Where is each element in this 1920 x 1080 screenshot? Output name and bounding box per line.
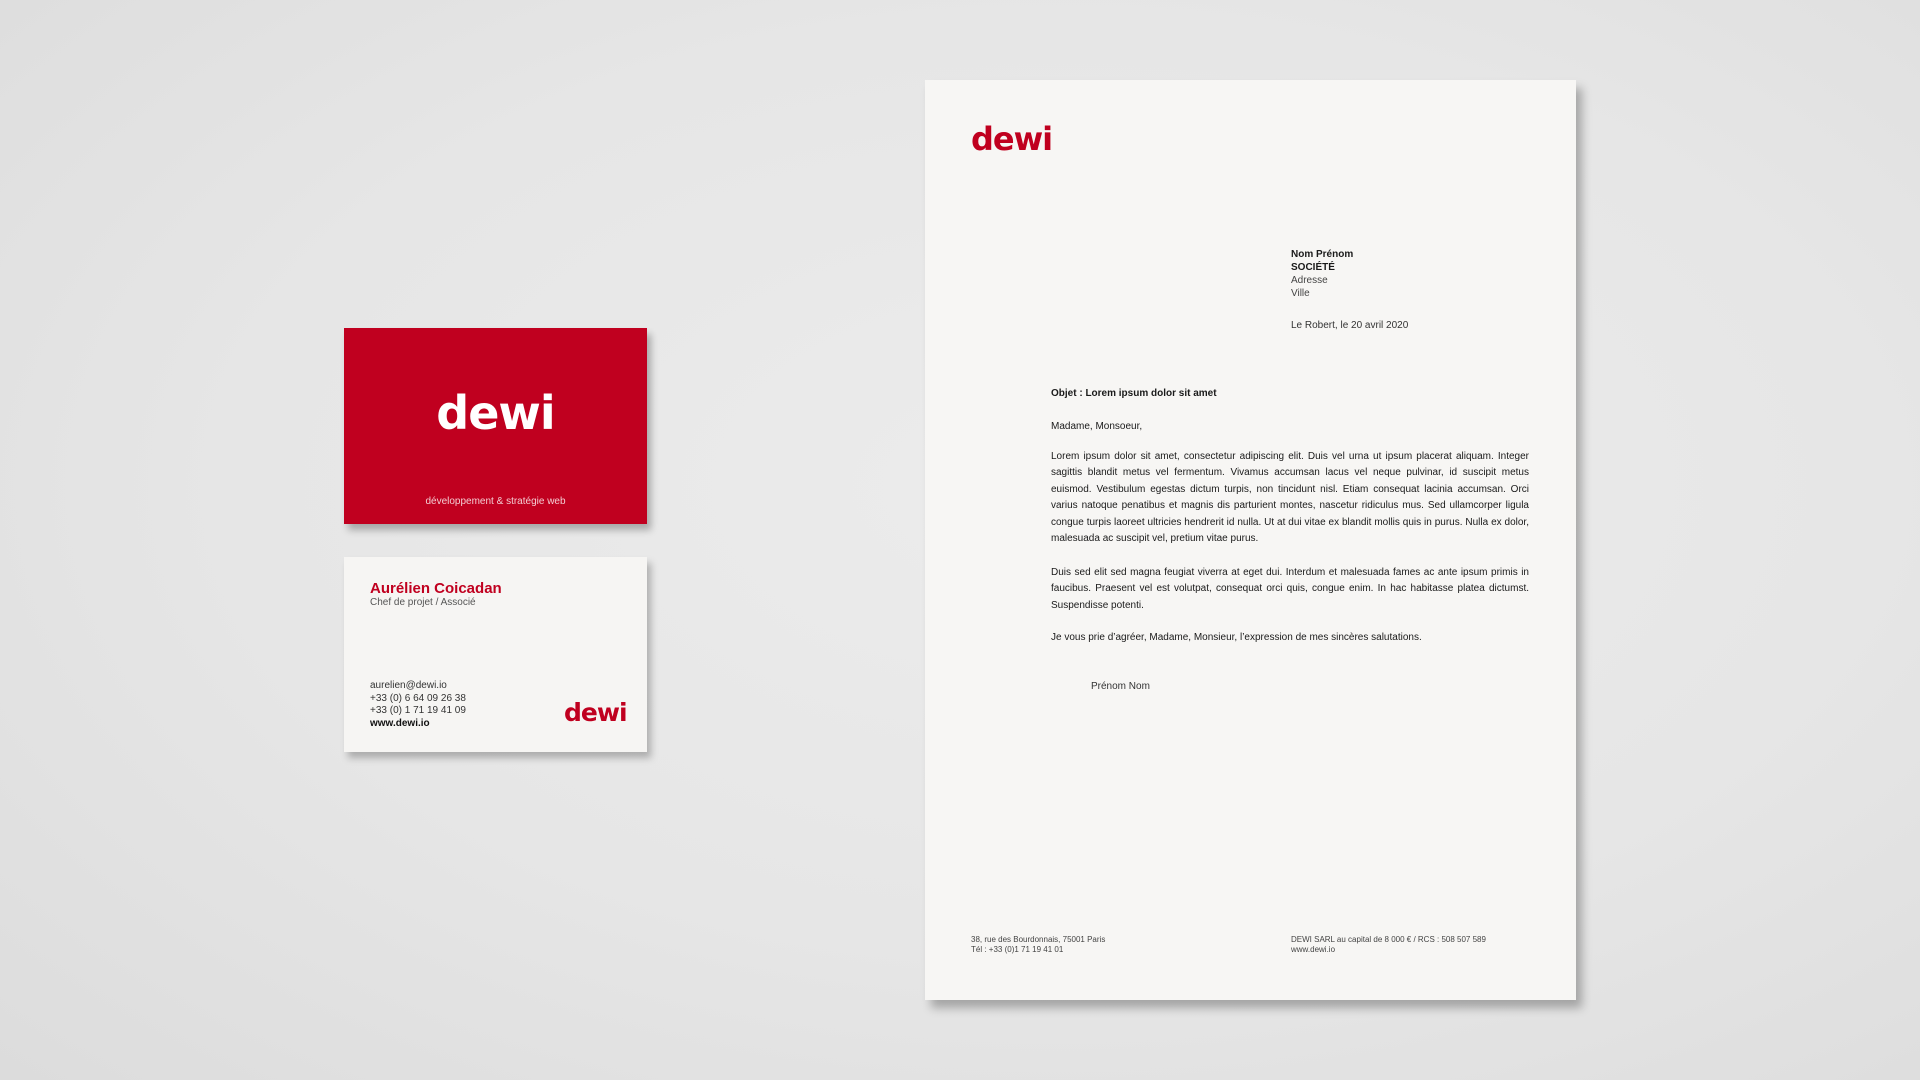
recipient-block	[1291, 248, 1353, 300]
recipient-address: Adresse	[1291, 275, 1328, 286]
recipient-name: Nom Prénom	[1291, 249, 1354, 260]
card-holder-role: Chef de projet / Associé	[370, 597, 476, 608]
footer-address-block	[971, 935, 1105, 955]
letter-paragraph-1: Lorem ipsum dolor sit amet, consectetur adipiscing elit. Duis vel urna ut ipsum placerat aliquam. Integer sagittis blandit metus vel fermentum. Vivamus accumsan lacus vel neque pulvinar, id suscipit metus euismod. Vestibulum egestas dictum turpis, non tincidunt nisl. Etiam consequat lacinia accumsan. Orci varius natoque penatibus et magnis dis parturient montes, nascetur ridiculus mus. Sed ullamcorper ligula congue turpis laoreet ultricies hendrerit id nulla. Ut at dui vitae ex blandit mollis quis in purus. Nulla ex dolor, malesuada ac suscipit vel, pretium vitae purus.	[1051, 451, 1529, 545]
letter-closing: Je vous prie d’agréer, Madame, Monsieur, l’expression de mes sincères salutations.	[1051, 632, 1422, 643]
recipient-company: SOCIÉTÉ	[1291, 262, 1335, 273]
footer-phone: Tél : +33 (0)1 71 19 41 01	[971, 945, 1064, 954]
business-card-front	[344, 328, 647, 524]
footer-address: 38, rue des Bourdonnais, 75001 Paris	[971, 935, 1106, 944]
footer-company-block	[1291, 935, 1486, 955]
date-line: Le Robert, le 20 avril 2020	[1291, 320, 1409, 331]
card-contact-block	[370, 680, 466, 730]
letter-salutation: Madame, Monsoeur,	[1051, 421, 1143, 432]
footer-company-info: DEWI SARL au capital de 8 000 € / RCS : 508 507 589	[1291, 935, 1486, 944]
footer-website: www.dewi.io	[1291, 945, 1336, 954]
dewi-logo: dewi	[436, 386, 555, 440]
dewi-logo: dewi	[971, 120, 1053, 158]
card-phone-mobile: +33 (0) 6 64 09 26 38	[370, 692, 466, 704]
business-card-back	[344, 557, 647, 752]
recipient-city: Ville	[1291, 288, 1310, 299]
letter-paragraph-2: Duis sed elit sed magna feugiat viverra at eget dui. Interdum et malesuada fames ac ante ipsum primis in faucibus. Praesent vel est volutpat, consequat orci quis, congue enim. In hac habitasse platea dictumst. Suspendisse potenti.	[1051, 567, 1529, 611]
card-holder-name: Aurélien Coicadan	[370, 580, 502, 597]
card-email: aurelien@dewi.io	[370, 680, 447, 691]
letter-object: Objet : Lorem ipsum dolor sit amet	[1051, 388, 1217, 399]
card-tagline: développement & stratégie web	[425, 496, 566, 507]
card-phone-office: +33 (0) 1 71 19 41 09	[370, 705, 466, 716]
letterhead-page	[925, 80, 1576, 1000]
dewi-logo: dewi	[564, 698, 627, 727]
letter-signature: Prénom Nom	[1091, 681, 1150, 692]
card-website: www.dewi.io	[370, 717, 430, 729]
